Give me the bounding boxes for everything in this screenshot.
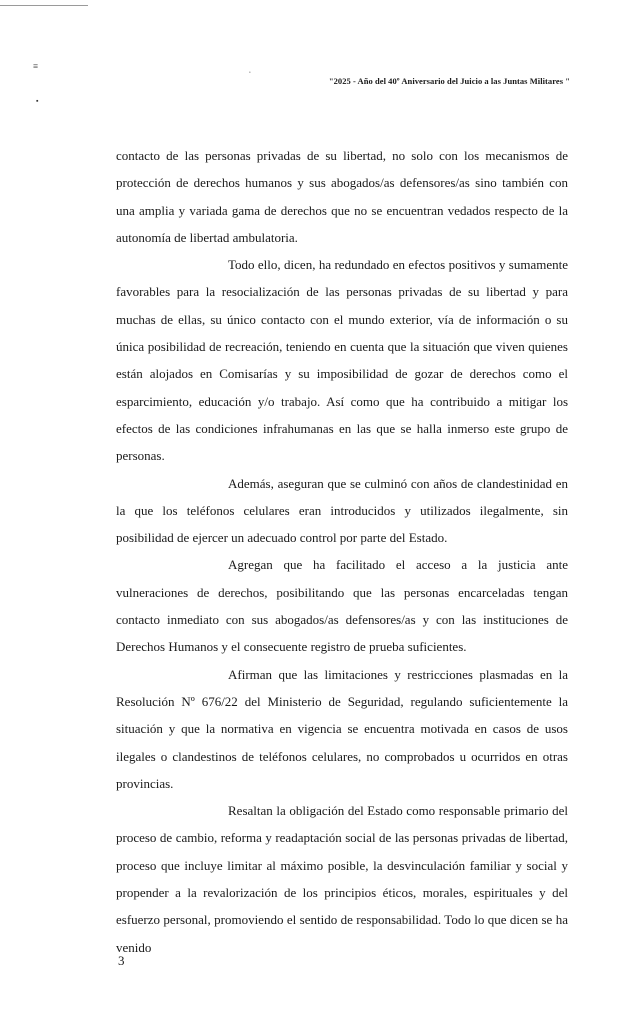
- header-motto: "2025 - Año del 40º Aniversario del Juicio a las Juntas Militares ": [328, 76, 570, 86]
- scan-mark-glyph: ≡: [33, 61, 39, 71]
- page-number: 3: [118, 953, 125, 968]
- document-body: [116, 142, 568, 961]
- scan-corner-line: [0, 5, 88, 6]
- paragraph: contacto de las personas privadas de su libertad, no solo con los mecanismos de protección de derechos humanos y sus abogados/as defensores/as sino también con una amplia y variada gama de derechos que no se encuentran vedados respecto de la autonomía de libertad ambulatoria.: [116, 148, 568, 245]
- paragraph: Además, aseguran que se culminó con años de clandestinidad en la que los teléfonos celulares eran introducidos y utilizados ilegalmente, sin posibilidad de ejercer un adecuado control por parte del Estado.: [116, 475, 568, 546]
- paragraph: Agregan que ha facilitado el acceso a la justicia ante vulneraciones de derechos, posibilitando que las personas encarceladas tengan contacto inmediato con sus abogados/as defensores/as y con las instituciones de Derechos Humanos y el consecuente registro de prueba suficientes.: [116, 557, 568, 655]
- paragraph: Todo ello, dicen, ha redundado en efectos positivos y sumamente favorables para la resocialización de las personas privadas de su libertad y para muchas de ellas, su único contacto con el mundo exterior, vía de información o su única posibilidad de recreación, teniendo en cuenta que la situación que viven quienes están alojados en Comisarías y su imposibilidad de gozar de derechos como el esparcimiento, educación y/o trabajo. Así como que ha contribuido a mitigar los efectos de las condiciones infrahumanas en las que se halla inmerso este grupo de personas.: [116, 257, 568, 464]
- scan-speck: •: [249, 71, 251, 76]
- paragraph: Resaltan la obligación del Estado como responsable primario del proceso de cambio, reforma y readaptación social de las personas privadas de libertad, proceso que incluye limitar al máximo posible, la desvinculación familiar y social y propender a la revalorización de los principios éticos, morales, espirituales y del esfuerzo personal, promoviendo el sentido de responsabilidad. Todo lo que dicen se ha venido: [116, 803, 568, 955]
- scan-mark-glyph: ▪: [36, 97, 39, 105]
- paragraph: Afirman que las limitaciones y restricciones plasmadas en la Resolución Nº 676/22 del Ministerio de Seguridad, regulando suficientemente la situación y que la normativa en vigencia se encuentra motivada en casos de usos ilegales o clandestinos de teléfonos celulares, no comprobados u ocurridos en otras provincias.: [116, 666, 568, 791]
